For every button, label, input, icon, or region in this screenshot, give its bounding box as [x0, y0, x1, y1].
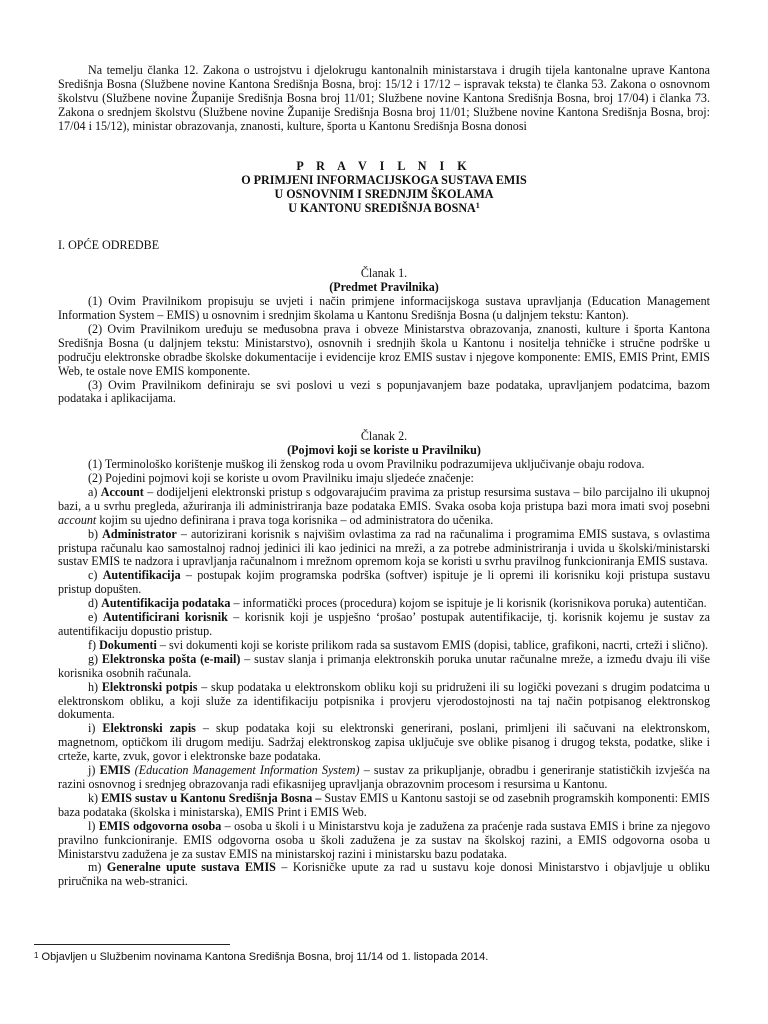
- definition-a-letter: a): [88, 484, 101, 499]
- definition-m-text: – Korisničke upute za rad u sustavu koje donosi Ministarstvo i objavljuje u obliku priručnika na web-stranici.: [58, 860, 710, 889]
- definition-b-letter: b): [88, 526, 103, 541]
- definition-b-term: Administrator: [102, 526, 177, 541]
- title-line-1: P R A V I L N I K: [296, 158, 472, 173]
- definition-e: [58, 611, 710, 639]
- definition-d-text: – informatički proces (procedura) kojom se ispituje je li korisnik (korisnikova poruka) autentičan.: [230, 596, 707, 611]
- definition-k-letter: k): [88, 790, 102, 805]
- definition-l-term: EMIS odgovorna osoba: [98, 818, 222, 833]
- definition-f-term: Dokumenti: [99, 637, 157, 652]
- article-1-subtitle: (Predmet Pravilnika): [329, 280, 439, 295]
- definition-h: [58, 681, 710, 723]
- definition-b-text: – autorizirani korisnik s najvišim ovlastima za rad na računalima i programima EMIS sustava, s ovlastima pristupa računalu kao samostalnoj radnoj jedinici ili kao jedinici na mreži, a za potrebe administriranja i uvida u školski/ministarski sustav EMIS te nadzora i upravljanja računalnom i mrežnom opremom koja se koristi u svrhu pravilnog funkcioniranja EMIS sustava.: [58, 526, 710, 569]
- definition-d: [58, 597, 710, 611]
- definition-k: [58, 792, 710, 820]
- definition-a-term: Account: [100, 484, 144, 499]
- definition-f: [58, 639, 710, 653]
- definition-h-term: Elektronski potpis: [101, 679, 198, 694]
- definition-i-term: Elektronski zapis: [102, 721, 196, 736]
- article-1-heading: [58, 267, 710, 295]
- definition-j: [58, 764, 710, 792]
- definition-c: [58, 569, 710, 597]
- article-2-number: Članak 2.: [360, 429, 408, 444]
- article-2-heading: [58, 430, 710, 458]
- definition-m-term: Generalne upute sustava EMIS: [106, 860, 276, 875]
- title-line-4: [58, 201, 710, 215]
- definition-d-letter: d): [88, 596, 102, 611]
- definition-l-text: – osoba u školi i u Ministarstvu koja je zadužena za praćenje rada sustava EMIS i brine za njegovo pravilno funkcioniranje. EMIS odgovorna osoba u školi zadužena je za sustav na školskoj razini, a EMIS odgovorna osoba u Ministarstvu zadužena je za sustav EMIS na ministarskoj razini i ministarsku bazu podataka.: [58, 818, 710, 861]
- definition-m: [58, 861, 710, 889]
- footnote-divider: [34, 944, 230, 945]
- document-title: [58, 159, 710, 216]
- title-line-4-text: U KANTONU SREDIŠNJA BOSNA: [288, 201, 476, 216]
- definition-c-text: – postupak kojim programska podrška (softver) ispituje je li opremi ili korisniku koji pristupa sustavu pristup dopušten.: [58, 568, 710, 597]
- definition-a-text: – dodijeljeni elektronski pristup s odgovarajućim pravima za pristup resursima sustava – bilo parcijalno ili ukupnoj bazi, a u svrhu pregleda, ažuriranja ili administriranja baze podataka EMIS. Svaka osoba koja pristupa bazi mora imati svoj posebni: [58, 484, 710, 513]
- footnote: [34, 951, 488, 964]
- article-1-paragraph-2: (2) Ovim Pravilnikom uređuju se međusobna prava i obveze Ministarstva obrazovanja, znanosti, kulture i športa Kantona Središnja Bosna (u daljnjem tekstu: Ministarstvo), osnovnih i srednjih škola u Kantonu i nositelja tehničke i stručne podrške u području elektronske obradbe školske dokumentacije i evidencije kroz EMIS sustav i njegove komponente: EMIS, EMIS Print, EMIS Web, te ostale nove EMIS komponente.: [58, 321, 710, 378]
- definition-d-term: Autentifikacija podataka: [101, 596, 231, 611]
- definition-g-text: – sustav slanja i primanja elektronskih poruka unutar računalne mreže, a između dvaju ili više korisnika osobnih računala.: [58, 651, 710, 680]
- definition-g-term: Elektronska pošta (e-mail): [101, 651, 241, 666]
- definition-a-text-2: kojim su ujedno definirana i prava toga korisnika – od administratora do učenika.: [96, 512, 494, 527]
- document-page: [58, 64, 710, 889]
- preamble-paragraph: Na temelju članka 12. Zakona o ustrojstvu i djelokrugu kantonalnih ministarstava i drugih tijela kantonalne uprave Kantona Središnja Bosna (Službene novine Kantona Središnja Bosna, broj: 15/12 i 17/12 – ispravak teksta) te članka 53. Zakona o osnovnom školstvu (Službene novine Županije Središnja Bosna broj 11/01; Službene novine Kantona Središnja Bosna, broj 17/04) i članka 73. Zakona o srednjem školstvu (Službene novine Županije Središnja Bosna broj 11/01; Službene novine Kantona Središnja Bosna, broj: 17/04 i 15/12), ministar obrazovanja, znanosti, kulture, športa u Kantonu Središnja Bosna donosi: [58, 63, 710, 133]
- article-1-paragraph-1: (1) Ovim Pravilnikom propisuju se uvjeti i način primjene informacijskoga sustava upravljanja (Education Management Information System – EMIS) u osnovnim i srednjim školama u Kantonu Središnja Bosna (u daljnjem tekstu: Kanton).: [58, 294, 710, 322]
- definition-f-letter: f): [88, 637, 100, 652]
- footnote-mark: 1: [34, 951, 39, 960]
- title-line-2: O PRIMJENI INFORMACIJSKOGA SUSTAVA EMIS: [241, 172, 527, 187]
- definition-h-text: – skup podataka u elektronskom obliku koji su pridruženi ili su logički povezani s drugim podatcima u elektronskom obliku, a koji služe za identifikaciju potpisnika i provjeru vjerodostojnosti na taj način potpisanog elektronskog dokumenta.: [58, 679, 710, 722]
- definition-k-term: EMIS sustav u Kantonu Središnja Bosna –: [101, 790, 322, 805]
- definition-h-letter: h): [88, 679, 102, 694]
- definition-l-letter: l): [88, 818, 99, 833]
- definition-j-text: – sustav za prikupljanje, obradbu i generiranje statističkih izvješća na razini osnovnog i srednjeg obrazovanja radi efikasnijeg upravljanja obrazovnim procesom i resursima u Kantonu.: [58, 763, 710, 791]
- definition-e-text: – korisnik koji je uspješno ‘prošao’ postupak autentifikacije, tj. korisnik kojemu je sustav za autentifikaciju dopustio pristup.: [58, 610, 710, 638]
- definition-e-term: Autentificirani korisnik: [102, 610, 228, 625]
- definition-c-letter: c): [88, 568, 103, 583]
- definition-g: [58, 653, 710, 681]
- definition-i: [58, 722, 710, 764]
- article-2-paragraph-1: (1) Terminološko korištenje muškog ili ženskog roda u ovom Pravilniku podrazumijeva uključivanje obaju rodova.: [88, 457, 645, 472]
- article-2-subtitle: (Pojmovi koji se koriste u Pravilniku): [287, 443, 481, 458]
- title-line-3: U OSNOVNIM I SREDNJIM ŠKOLAMA: [274, 186, 494, 201]
- definition-c-term: Autentifikacija: [102, 568, 181, 583]
- definition-l: [58, 820, 710, 862]
- definition-i-letter: i): [88, 721, 103, 736]
- article-2-paragraph-2: (2) Pojedini pojmovi koji se koriste u ovom Pravilniku imaju sljedeće značenje:: [88, 471, 474, 486]
- article-1-number: Članak 1.: [360, 266, 408, 281]
- definition-j-letter: j): [88, 763, 100, 778]
- footnote-text: Objavljen u Službenim novinama Kantona Središnja Bosna, broj 11/14 od 1. listopada 2014.: [38, 951, 489, 963]
- section-heading: I. OPĆE ODREDBE: [58, 238, 160, 253]
- definition-g-letter: g): [88, 651, 102, 666]
- definition-f-text: – svi dokumenti koji se koriste prilikom rada sa sustavom EMIS (dopisi, tablice, grafikoni, nacrti, crteži i slično).: [156, 637, 709, 652]
- article-1-paragraph-3: (3) Ovim Pravilnikom definiraju se svi poslovi u vezi s popunjavanjem baze podataka, upravljanjem podatcima, bazom podataka i aplikacijama.: [58, 377, 710, 406]
- footnote-reference[interactable]: 1: [475, 201, 480, 211]
- definition-a: [58, 486, 710, 528]
- definition-k-text: Sustav EMIS u Kantonu sastoji se od zasebnih programskih komponenti: EMIS baza podataka (školska i ministarska), EMIS Print i EMIS Web.: [58, 790, 710, 819]
- definition-a-italic: account: [58, 512, 97, 527]
- definition-b: [58, 528, 710, 570]
- definition-e-letter: e): [88, 610, 103, 625]
- definition-i-text: – skup podataka koji su elektronski generirani, poslani, primljeni ili sačuvani na elektronskom, magnetnom, optičkom ili drugom mediju. Sadržaj elektronskog zapisa uključuje sve oblike pisanog i drugog teksta, podatke, slike i crteže, karte, zvuk, govor i elektronske baze podataka.: [58, 721, 710, 764]
- definition-j-term: EMIS: [99, 763, 131, 778]
- definition-m-letter: m): [88, 860, 107, 875]
- definition-j-italic: (Education Management Information System): [130, 763, 360, 778]
